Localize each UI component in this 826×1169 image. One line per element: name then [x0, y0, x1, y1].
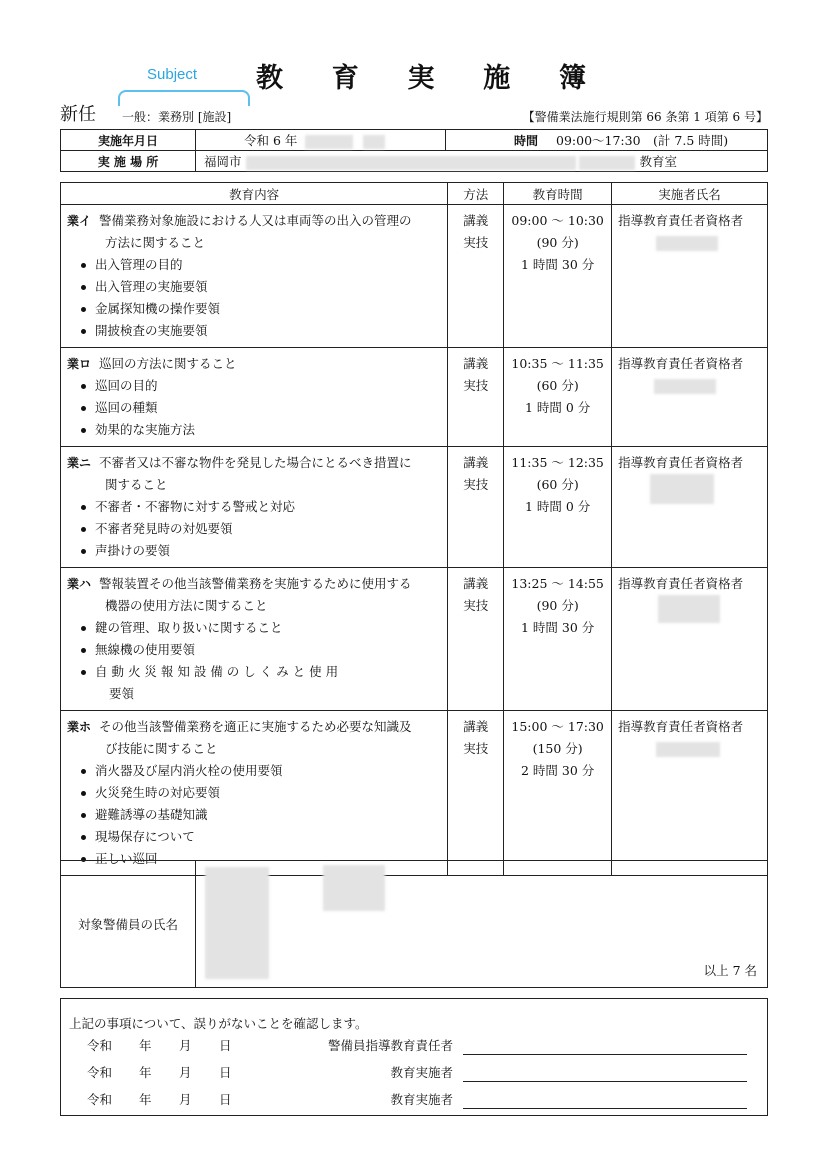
method-cell	[448, 205, 504, 348]
title-char: 実	[407, 63, 435, 94]
time-cell	[446, 130, 768, 151]
subject	[67, 716, 441, 760]
subject	[67, 210, 441, 254]
list-item-cont: 要領	[109, 686, 135, 701]
content-cell	[61, 205, 448, 348]
time-hours: 2 時間 30 分	[521, 763, 595, 778]
curriculum-table	[60, 182, 768, 876]
time-cell	[504, 568, 612, 711]
title-char: 育	[331, 63, 359, 94]
signature-line[interactable]	[463, 1054, 747, 1055]
subject-code: 業イ	[67, 214, 92, 228]
time-minutes: (90 分)	[536, 598, 579, 613]
day-label: 日	[219, 1065, 232, 1080]
time-range: 15:00 〜 17:30	[511, 719, 604, 734]
title-char: 簿	[559, 63, 586, 94]
header-time: 教育時間	[504, 183, 612, 205]
subject-code: 業ハ	[67, 577, 92, 591]
list-item: 出入管理の実施要領	[67, 276, 441, 298]
redacted-block	[246, 156, 576, 170]
category-label: 一般：業務別 [施設]	[122, 110, 232, 124]
redacted-block	[579, 156, 635, 170]
subject-code: 業ニ	[67, 456, 92, 470]
subject-text: 警備業務対象施設における人又は車両等の出入の管理の	[99, 213, 412, 228]
subject	[67, 573, 441, 617]
content-cell	[61, 447, 448, 568]
instructor-title: 指導教育責任者資格者	[618, 213, 744, 228]
list-item: 巡回の目的	[67, 375, 441, 397]
list-item: 消火器及び屋内消火栓の使用要領	[67, 760, 441, 782]
place-value	[196, 151, 768, 172]
method-cell	[448, 348, 504, 447]
place-prefix: 福岡市	[204, 154, 242, 169]
time-hours: 1 時間 0 分	[524, 400, 591, 415]
list-item: 鍵の管理、取り扱いに関すること	[67, 617, 441, 639]
list-item: 不審者発見時の対処要領	[67, 518, 441, 540]
list-item: 効果的な実施方法	[67, 419, 441, 441]
date-text: 令和 6 年	[244, 133, 298, 148]
era-label: 令和	[87, 1038, 113, 1053]
instructor-title: 指導教育責任者資格者	[618, 576, 744, 591]
time-value: 09:00〜17:30 (計 7.5 時間)	[556, 133, 729, 148]
list-item: 開披検査の実施要領	[67, 320, 441, 342]
method-lecture: 講義	[463, 576, 489, 591]
time-cell	[504, 205, 612, 348]
method-practical: 実技	[463, 598, 489, 613]
subject-text: 警報装置その他当該警備業務を実施するために使用する	[99, 576, 412, 591]
place-suffix: 教育室	[639, 154, 677, 169]
subject-text-cont: 方法に関すること	[105, 235, 206, 250]
era-label: 令和	[87, 1092, 113, 1107]
method-lecture: 講義	[463, 356, 489, 371]
redacted-block	[363, 135, 385, 149]
time-range: 11:35 〜 12:35	[511, 455, 604, 470]
table-row	[61, 568, 768, 711]
instructor-cell	[612, 711, 768, 876]
time-range: 09:00 〜 10:30	[511, 213, 604, 228]
era-label: 令和	[87, 1065, 113, 1080]
instructor-cell	[612, 348, 768, 447]
instructor-cell	[612, 205, 768, 348]
target-guards-section	[60, 860, 768, 988]
month-label: 月	[179, 1038, 192, 1053]
instructor-cell	[612, 447, 768, 568]
redacted-block	[654, 379, 716, 394]
list-item: 火災発生時の対応要領	[67, 782, 441, 804]
header-instructor: 実施者氏名	[612, 183, 768, 205]
table-row	[61, 711, 768, 876]
list-item: 無線機の使用要領	[67, 639, 441, 661]
method-practical: 実技	[463, 741, 489, 756]
redacted-block	[305, 135, 353, 149]
redacted-block	[656, 236, 718, 251]
subject-text-cont: 関すること	[105, 477, 168, 492]
instructor-title: 指導教育責任者資格者	[618, 455, 744, 470]
list-item: 正しい巡回	[67, 848, 441, 870]
instructor-title: 指導教育責任者資格者	[618, 356, 744, 371]
method-practical: 実技	[463, 477, 489, 492]
redacted-block	[658, 595, 720, 623]
subject	[67, 353, 441, 375]
time-hours: 1 時間 0 分	[524, 499, 591, 514]
list-item: 現場保存について	[67, 826, 441, 848]
method-practical: 実技	[463, 235, 489, 250]
time-cell	[504, 348, 612, 447]
time-hours: 1 時間 30 分	[521, 620, 595, 635]
list-item: 巡回の種類	[67, 397, 441, 419]
target-label: 対象警備員の氏名	[61, 861, 196, 987]
time-minutes: (60 分)	[536, 378, 579, 393]
subject-code: 業ロ	[67, 357, 92, 371]
instructor-cell	[612, 568, 768, 711]
year-label: 年	[139, 1038, 152, 1053]
confirmation-section	[60, 998, 768, 1116]
table-row	[61, 348, 768, 447]
time-cell	[504, 711, 612, 876]
time-minutes: (60 分)	[536, 477, 579, 492]
redacted-block	[650, 474, 714, 504]
month-label: 月	[179, 1065, 192, 1080]
day-label: 日	[219, 1038, 232, 1053]
signature-line[interactable]	[463, 1081, 747, 1082]
month-label: 月	[179, 1092, 192, 1107]
place-label: 実 施 場 所	[61, 151, 196, 172]
time-cell	[504, 447, 612, 568]
subject-text: その他当該警備業務を適正に実施するため必要な知識及	[99, 719, 412, 734]
table-row	[61, 447, 768, 568]
time-range: 10:35 〜 11:35	[511, 356, 604, 371]
subject-text-cont: び技能に関すること	[105, 741, 218, 756]
document-title	[256, 56, 586, 95]
subject-text: 巡回の方法に関すること	[99, 356, 237, 371]
signature-row	[61, 1036, 767, 1058]
instructor-name-redacted	[618, 474, 761, 504]
instructor-title: 指導教育責任者資格者	[618, 719, 744, 734]
signature-row	[61, 1063, 767, 1085]
target-total: 以上 7 名	[703, 963, 757, 978]
list-item: 不審者・不審物に対する警戒と対応	[67, 496, 441, 518]
signature-row	[61, 1090, 767, 1112]
instructor-name-redacted	[618, 232, 761, 254]
date-value	[196, 130, 446, 151]
content-cell	[61, 568, 448, 711]
content-cell	[61, 348, 448, 447]
list-item: 避難誘導の基礎知識	[67, 804, 441, 826]
method-practical: 実技	[463, 378, 489, 393]
title-char: 教	[256, 63, 283, 94]
list-item: 出入管理の目的	[67, 254, 441, 276]
list-item: 金属探知機の操作要領	[67, 298, 441, 320]
year-label: 年	[139, 1092, 152, 1107]
subject-text: 不審者又は不審な物件を発見した場合にとるべき措置に	[99, 455, 412, 470]
header-content: 教育内容	[61, 183, 448, 205]
subject-annotation: Subject	[147, 66, 198, 83]
title-char: 施	[483, 63, 511, 94]
method-cell	[448, 711, 504, 876]
time-minutes: (150 分)	[532, 741, 583, 756]
method-cell	[448, 568, 504, 711]
regulation-reference: 【警備業法施行規則第 66 条第 1 項第 6 号】	[522, 110, 768, 124]
subject	[67, 452, 441, 496]
list-item: 自 動 火 災 報 知 設 備 の し く み と 使 用	[67, 661, 441, 683]
redacted-names	[205, 867, 269, 979]
signer-role: 警備員指導教育責任者	[327, 1038, 453, 1053]
redacted-names	[323, 865, 385, 911]
time-hours: 1 時間 30 分	[521, 257, 595, 272]
instructor-name-redacted	[618, 375, 761, 397]
date-label: 実施年月日	[61, 130, 196, 151]
subject-text-cont: 機器の使用方法に関すること	[105, 598, 268, 613]
day-label: 日	[219, 1092, 232, 1107]
instructor-name-redacted	[618, 738, 761, 760]
table-row	[61, 205, 768, 348]
content-cell	[61, 711, 448, 876]
new-hire-label: 新任	[60, 104, 96, 125]
list-item: 声掛けの要領	[67, 540, 441, 562]
method-cell	[448, 447, 504, 568]
signer-role: 教育実施者	[390, 1065, 453, 1080]
signature-line[interactable]	[463, 1108, 747, 1109]
redacted-block	[656, 742, 720, 757]
confirmation-statement: 上記の事項について、誤りがないことを確認します。	[69, 1016, 368, 1031]
time-range: 13:25 〜 14:55	[511, 576, 604, 591]
method-lecture: 講義	[463, 719, 489, 734]
method-lecture: 講義	[463, 455, 489, 470]
instructor-name-redacted	[618, 595, 761, 623]
info-table	[60, 129, 768, 172]
subject-brace	[118, 90, 250, 106]
signer-role: 教育実施者	[390, 1092, 453, 1107]
subject-code: 業ホ	[67, 720, 92, 734]
time-label: 時間	[514, 134, 539, 148]
year-label: 年	[139, 1065, 152, 1080]
time-minutes: (90 分)	[536, 235, 579, 250]
method-lecture: 講義	[463, 213, 489, 228]
header-method: 方法	[448, 183, 504, 205]
